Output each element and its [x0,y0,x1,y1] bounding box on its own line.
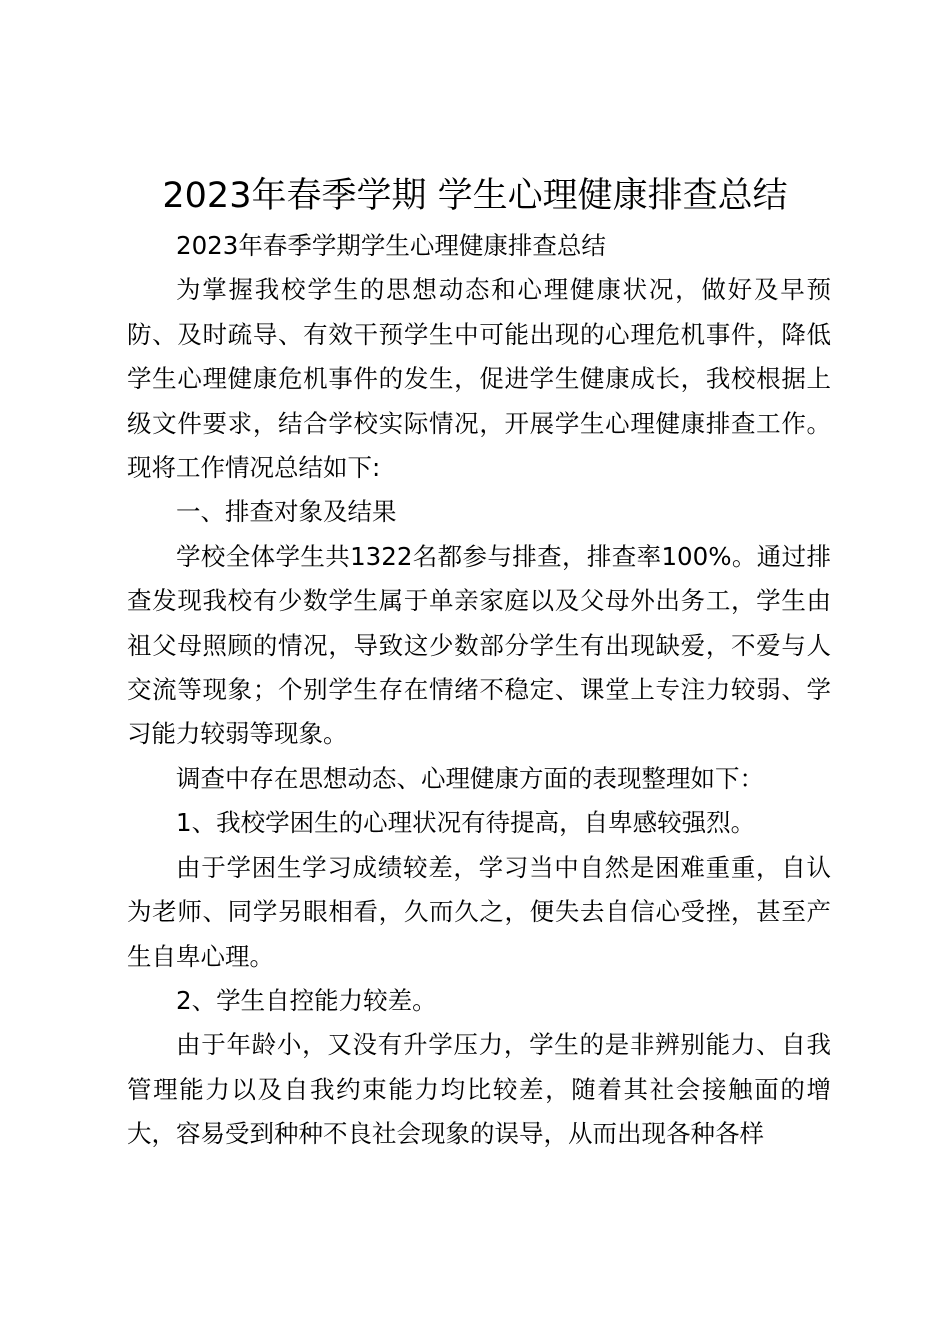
section-heading: 一、排查对象及结果 [176,497,397,527]
point-1-paragraph: 由于学困生学习成绩较差，学习当中自然是困难重重，自认为老师、同学另眼相看，久而久之，便失去自信心受挫，甚至产生自卑心理。 [127,852,831,971]
subtitle-paragraph: 2023年春季学期学生心理健康排查总结 [176,231,606,260]
intro-paragraph: 为掌握我校学生的思想动态和心理健康状况，做好及早预防、及时疏导、有效干预学生中可能出现的心理危机事件，降低学生心理健康危机事件的发生，促进学生健康成长，我校根据上级文件要求，结合学校实际情况，开展学生心理健康排查工作。现将工作情况总结如下: [127,275,831,483]
document-title: 2023年春季学期 学生心理健康排查总结 [162,176,788,216]
point-2-paragraph: 由于年龄小，又没有升学压力，学生的是非辨别能力、自我管理能力以及自我约束能力均比较差，随着其社会接触面的增大，容易受到种种不良社会现象的误导，从而出现各种各样 [127,1030,831,1149]
document-body [127,224,831,1157]
point-1-heading: 1、我校学困生的心理状况有待提高，自卑感较强烈。 [176,808,756,838]
point-2-heading: 2、学生自控能力较差。 [176,985,437,1015]
results-paragraph: 学校全体学生共1322名都参与排查，排查率100%。通过排查发现我校有少数学生属于单亲家庭以及父母外出务工，学生由祖父母照顾的情况，导致这少数部分学生有出现缺爱，不爱与人交流等现象；个别学生存在情绪不稳定、课堂上专注力较弱、学习能力较弱等现象。 [127,541,831,749]
summary-lead-paragraph: 调查中存在思想动态、心理健康方面的表现整理如下： [176,763,764,793]
